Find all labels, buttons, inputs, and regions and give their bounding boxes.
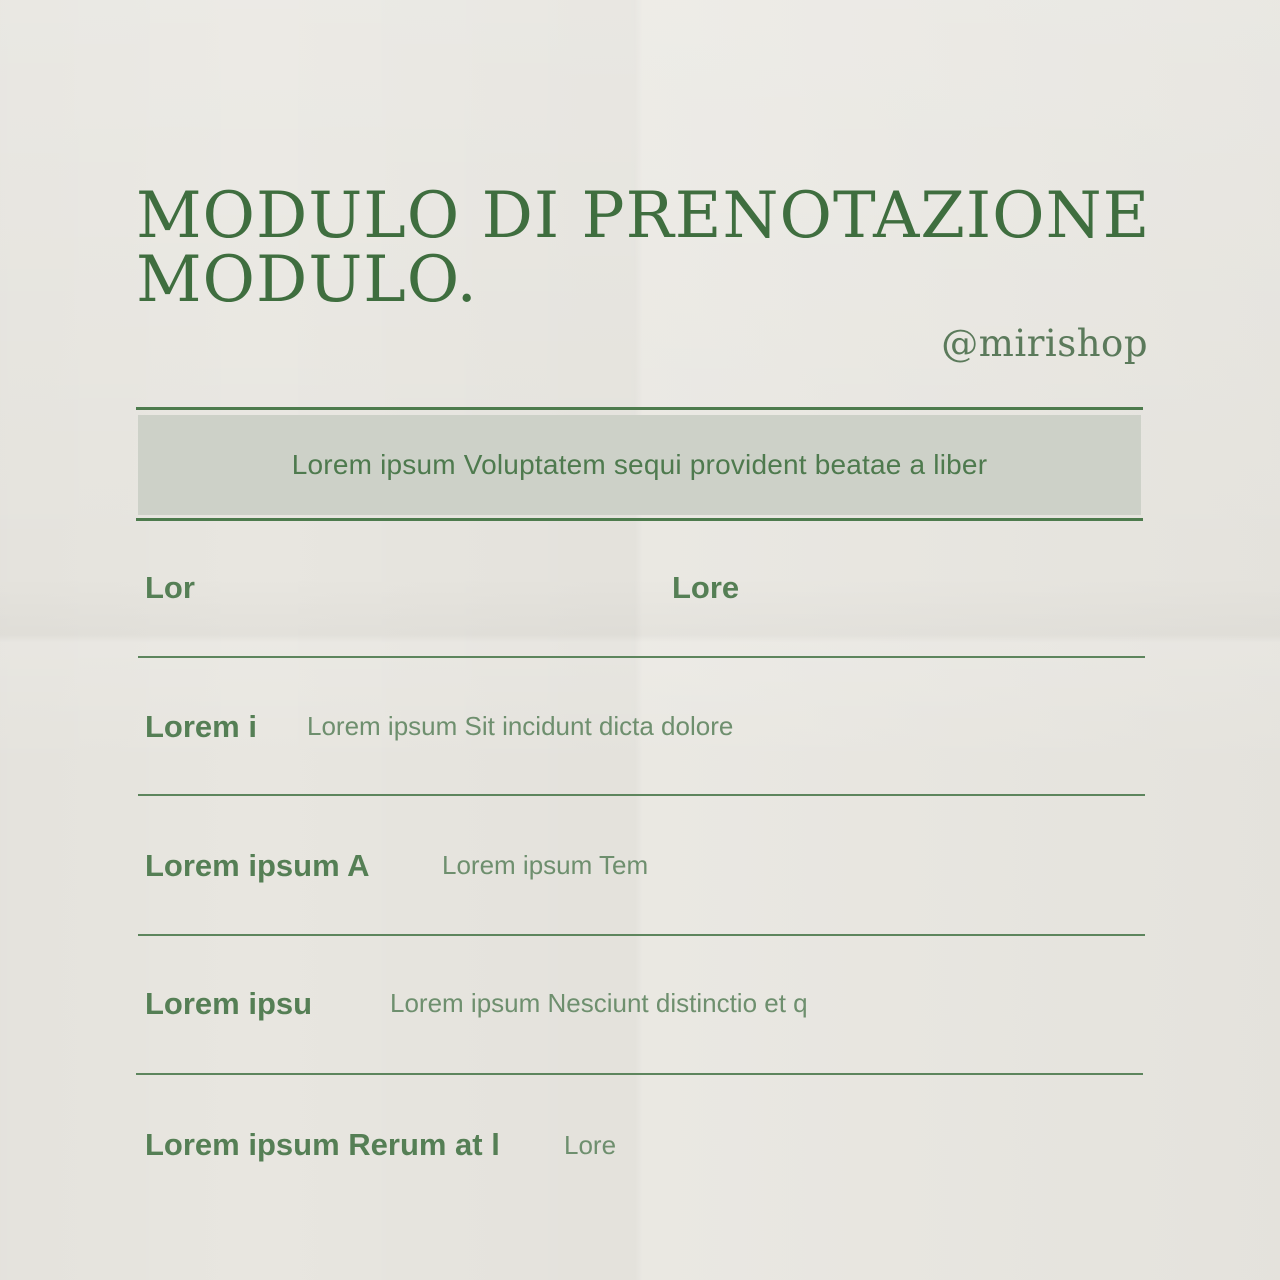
row-4-label: Lorem ipsum Rerum at l	[145, 1127, 500, 1162]
divider-line	[138, 934, 1145, 936]
social-handle: @mirishop	[941, 322, 1148, 365]
row-4-value: Lore	[564, 1130, 617, 1160]
header-col2-label: Lore	[672, 570, 740, 605]
page-title	[136, 179, 1156, 317]
divider-line	[136, 1073, 1143, 1075]
row-1-value: Lorem ipsum Sit incidunt dicta dolore	[307, 711, 734, 741]
row-3-value: Lorem ipsum Nesciunt distinctio et q	[390, 988, 808, 1018]
row-2-label: Lorem ipsum A	[145, 848, 370, 883]
title-line-1: MODULO DI PRENOTAZIONE	[136, 179, 1151, 253]
info-banner	[136, 407, 1143, 521]
banner-text: Lorem ipsum Voluptatem sequi provident beatae a liber	[291, 449, 988, 480]
title-line-2: MODULO.	[136, 243, 478, 317]
row-3-label: Lorem ipsu	[145, 986, 313, 1021]
header-col1-label: Lor	[145, 570, 195, 605]
row-2-value: Lorem ipsum Tem	[442, 850, 649, 880]
banner-fill	[138, 415, 1141, 515]
row-1-label: Lorem i	[145, 709, 257, 744]
divider-line	[138, 656, 1145, 658]
divider-line	[138, 794, 1145, 796]
